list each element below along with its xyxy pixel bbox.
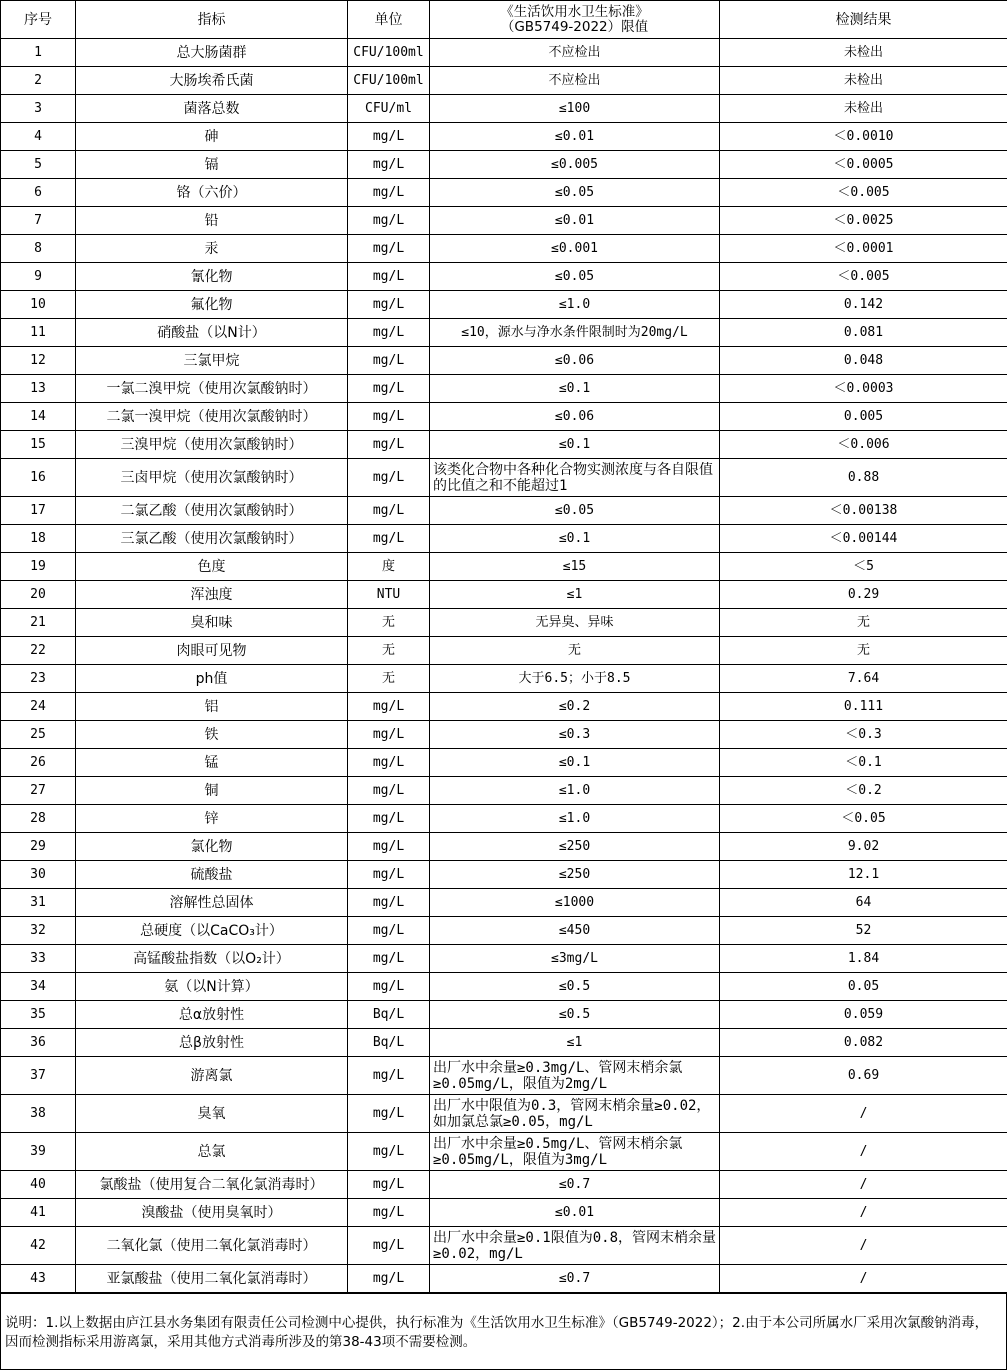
cell-limit: ≤1.0 — [430, 291, 720, 319]
cell-indicator: 三氯乙酸（使用次氯酸钠时） — [76, 525, 348, 553]
cell-indicator: 汞 — [76, 235, 348, 263]
cell-limit: ≤250 — [430, 833, 720, 861]
table-row — [1, 459, 1007, 497]
cell-unit: mg/L — [348, 1171, 430, 1199]
cell-limit: 该类化合物中各种化合物实测浓度与各自限值的比值之和不能超过1 — [430, 459, 720, 497]
cell-unit: mg/L — [348, 179, 430, 207]
cell-limit: ≤10，源水与净水条件限制时为20mg/L — [430, 319, 720, 347]
header-indicator: 指标 — [76, 1, 348, 39]
cell-result: 无 — [720, 609, 1007, 637]
cell-indicator: 三卤甲烷（使用次氯酸钠时） — [76, 459, 348, 497]
table-row — [1, 525, 1007, 553]
cell-result: / — [720, 1227, 1007, 1265]
cell-limit: ≤250 — [430, 861, 720, 889]
cell-no: 19 — [1, 553, 76, 581]
cell-limit: ≤0.1 — [430, 431, 720, 459]
cell-limit: ≤0.06 — [430, 403, 720, 431]
cell-limit: ≤1.0 — [430, 777, 720, 805]
cell-indicator: 总氯 — [76, 1133, 348, 1171]
cell-result: 12.1 — [720, 861, 1007, 889]
cell-indicator: ph值 — [76, 665, 348, 693]
cell-indicator: 氨（以N计算） — [76, 973, 348, 1001]
cell-limit: ≤1.0 — [430, 805, 720, 833]
cell-unit: mg/L — [348, 945, 430, 973]
cell-indicator: 一氯二溴甲烷（使用次氯酸钠时） — [76, 375, 348, 403]
cell-no: 21 — [1, 609, 76, 637]
table-row — [1, 609, 1007, 637]
cell-unit: 无 — [348, 665, 430, 693]
cell-no: 33 — [1, 945, 76, 973]
cell-limit: 出厂水中余量≥0.3mg/L、管网末梢余氯≥0.05mg/L，限值为2mg/L — [430, 1057, 720, 1095]
cell-limit: 大于6.5；小于8.5 — [430, 665, 720, 693]
cell-unit: mg/L — [348, 973, 430, 1001]
cell-no: 8 — [1, 235, 76, 263]
cell-unit: mg/L — [348, 1199, 430, 1227]
cell-unit: mg/L — [348, 861, 430, 889]
cell-no: 2 — [1, 67, 76, 95]
cell-limit: 出厂水中余量≥0.5mg/L、管网末梢余氯≥0.05mg/L，限值为3mg/L — [430, 1133, 720, 1171]
cell-unit: mg/L — [348, 431, 430, 459]
cell-indicator: 铝 — [76, 693, 348, 721]
cell-no: 13 — [1, 375, 76, 403]
table-row — [1, 67, 1007, 95]
cell-indicator: 二氯乙酸（使用次氯酸钠时） — [76, 497, 348, 525]
cell-result: 无 — [720, 637, 1007, 665]
cell-unit: mg/L — [348, 319, 430, 347]
cell-limit: ≤0.1 — [430, 525, 720, 553]
cell-unit: mg/L — [348, 347, 430, 375]
cell-limit: 不应检出 — [430, 67, 720, 95]
cell-result: ＜0.00138 — [720, 497, 1007, 525]
table-row — [1, 1265, 1007, 1293]
cell-limit: ≤0.01 — [430, 1199, 720, 1227]
cell-result: 0.88 — [720, 459, 1007, 497]
cell-unit: 无 — [348, 609, 430, 637]
cell-limit: ≤0.1 — [430, 375, 720, 403]
cell-no: 15 — [1, 431, 76, 459]
table-row — [1, 207, 1007, 235]
cell-no: 17 — [1, 497, 76, 525]
cell-result: 0.081 — [720, 319, 1007, 347]
cell-no: 5 — [1, 151, 76, 179]
table-row — [1, 375, 1007, 403]
cell-result: ＜0.0003 — [720, 375, 1007, 403]
cell-unit: mg/L — [348, 207, 430, 235]
cell-result: 9.02 — [720, 833, 1007, 861]
cell-unit: mg/L — [348, 1133, 430, 1171]
cell-unit: mg/L — [348, 805, 430, 833]
cell-no: 40 — [1, 1171, 76, 1199]
table-row — [1, 721, 1007, 749]
cell-indicator: 高锰酸盐指数（以O₂计） — [76, 945, 348, 973]
cell-no: 42 — [1, 1227, 76, 1265]
cell-unit: Bq/L — [348, 1001, 430, 1029]
cell-unit: mg/L — [348, 497, 430, 525]
cell-result: 0.082 — [720, 1029, 1007, 1057]
cell-unit: mg/L — [348, 1057, 430, 1095]
cell-result: 未检出 — [720, 95, 1007, 123]
cell-indicator: 游离氯 — [76, 1057, 348, 1095]
cell-result: ＜0.2 — [720, 777, 1007, 805]
table-row — [1, 1095, 1007, 1133]
table-row — [1, 861, 1007, 889]
cell-result: / — [720, 1199, 1007, 1227]
cell-no: 31 — [1, 889, 76, 917]
cell-unit: mg/L — [348, 1265, 430, 1293]
table-row — [1, 553, 1007, 581]
cell-unit: CFU/ml — [348, 95, 430, 123]
cell-unit: mg/L — [348, 525, 430, 553]
cell-indicator: 二氧化氯（使用二氧化氯消毒时） — [76, 1227, 348, 1265]
cell-indicator: 总β放射性 — [76, 1029, 348, 1057]
header-no: 序号 — [1, 1, 76, 39]
cell-no: 16 — [1, 459, 76, 497]
header-standard-line2: （GB5749-2022）限值 — [500, 18, 649, 35]
cell-no: 6 — [1, 179, 76, 207]
cell-no: 34 — [1, 973, 76, 1001]
cell-unit: CFU/100ml — [348, 39, 430, 67]
cell-limit: ≤0.05 — [430, 497, 720, 525]
cell-result: 0.05 — [720, 973, 1007, 1001]
cell-limit: 出厂水中余量≥0.1限值为0.8，管网末梢余量≥0.02，mg/L — [430, 1227, 720, 1265]
cell-limit: ≤0.05 — [430, 179, 720, 207]
table-row — [1, 889, 1007, 917]
cell-indicator: 总α放射性 — [76, 1001, 348, 1029]
table-row — [1, 1227, 1007, 1265]
cell-result: 0.142 — [720, 291, 1007, 319]
cell-unit: 度 — [348, 553, 430, 581]
cell-unit: mg/L — [348, 123, 430, 151]
cell-indicator: 镉 — [76, 151, 348, 179]
cell-unit: mg/L — [348, 263, 430, 291]
cell-indicator: 色度 — [76, 553, 348, 581]
cell-result: ＜0.0005 — [720, 151, 1007, 179]
cell-unit: Bq/L — [348, 1029, 430, 1057]
cell-result: / — [720, 1171, 1007, 1199]
cell-result: 0.29 — [720, 581, 1007, 609]
cell-no: 14 — [1, 403, 76, 431]
cell-result: ＜0.0025 — [720, 207, 1007, 235]
cell-limit: ≤0.1 — [430, 749, 720, 777]
cell-indicator: 臭和味 — [76, 609, 348, 637]
cell-indicator: 铁 — [76, 721, 348, 749]
table-row — [1, 263, 1007, 291]
cell-unit: mg/L — [348, 291, 430, 319]
table-body — [1, 39, 1007, 1293]
cell-result: 64 — [720, 889, 1007, 917]
table-row — [1, 833, 1007, 861]
cell-indicator: 锌 — [76, 805, 348, 833]
cell-indicator: 菌落总数 — [76, 95, 348, 123]
header-unit: 单位 — [348, 1, 430, 39]
cell-no: 37 — [1, 1057, 76, 1095]
table-row — [1, 1001, 1007, 1029]
cell-unit: mg/L — [348, 777, 430, 805]
cell-no: 32 — [1, 917, 76, 945]
cell-indicator: 三氯甲烷 — [76, 347, 348, 375]
cell-indicator: 铬（六价） — [76, 179, 348, 207]
cell-no: 25 — [1, 721, 76, 749]
cell-limit: ≤1 — [430, 581, 720, 609]
cell-limit: ≤15 — [430, 553, 720, 581]
cell-result: 7.64 — [720, 665, 1007, 693]
cell-unit: mg/L — [348, 721, 430, 749]
cell-result: / — [720, 1265, 1007, 1293]
table-row — [1, 637, 1007, 665]
cell-no: 23 — [1, 665, 76, 693]
table-row — [1, 403, 1007, 431]
cell-no: 29 — [1, 833, 76, 861]
cell-limit: ≤1 — [430, 1029, 720, 1057]
cell-indicator: 浑浊度 — [76, 581, 348, 609]
table-row — [1, 291, 1007, 319]
cell-result: 未检出 — [720, 67, 1007, 95]
footnote: 说明：1.以上数据由庐江县水务集团有限责任公司检测中心提供，执行标准为《生活饮用水卫生标准》（GB5749-2022）；2.由于本公司所属水厂采用次氯酸钠消毒，因而检测指标采用游离氯，采用其他方式消毒所涉及的第38-43项不需要检测。 — [0, 1292, 1007, 1370]
cell-limit: ≤3mg/L — [430, 945, 720, 973]
cell-indicator: 肉眼可见物 — [76, 637, 348, 665]
cell-result: 0.059 — [720, 1001, 1007, 1029]
cell-limit: ≤0.5 — [430, 1001, 720, 1029]
cell-result: 52 — [720, 917, 1007, 945]
table-row — [1, 581, 1007, 609]
cell-unit: mg/L — [348, 1227, 430, 1265]
table-row — [1, 973, 1007, 1001]
cell-indicator: 总大肠菌群 — [76, 39, 348, 67]
table-row — [1, 665, 1007, 693]
header-result: 检测结果 — [720, 1, 1007, 39]
cell-result: 0.69 — [720, 1057, 1007, 1095]
cell-no: 41 — [1, 1199, 76, 1227]
cell-no: 27 — [1, 777, 76, 805]
cell-limit: ≤0.5 — [430, 973, 720, 1001]
cell-limit: ≤0.7 — [430, 1265, 720, 1293]
cell-unit: mg/L — [348, 375, 430, 403]
cell-result: 0.005 — [720, 403, 1007, 431]
cell-indicator: 总硬度（以CaCO₃计） — [76, 917, 348, 945]
cell-unit: mg/L — [348, 917, 430, 945]
cell-no: 7 — [1, 207, 76, 235]
cell-indicator: 臭氧 — [76, 1095, 348, 1133]
cell-limit: ≤0.01 — [430, 207, 720, 235]
cell-indicator: 三溴甲烷（使用次氯酸钠时） — [76, 431, 348, 459]
cell-limit: ≤0.01 — [430, 123, 720, 151]
cell-no: 10 — [1, 291, 76, 319]
cell-no: 12 — [1, 347, 76, 375]
table-row — [1, 39, 1007, 67]
cell-no: 36 — [1, 1029, 76, 1057]
cell-no: 3 — [1, 95, 76, 123]
cell-indicator: 氟化物 — [76, 291, 348, 319]
cell-limit: ≤0.001 — [430, 235, 720, 263]
cell-result: ＜0.05 — [720, 805, 1007, 833]
header-row — [1, 1, 1007, 39]
cell-limit: ≤0.3 — [430, 721, 720, 749]
cell-no: 38 — [1, 1095, 76, 1133]
cell-unit: mg/L — [348, 1095, 430, 1133]
table-row — [1, 693, 1007, 721]
table-row — [1, 235, 1007, 263]
cell-no: 35 — [1, 1001, 76, 1029]
cell-result: / — [720, 1095, 1007, 1133]
cell-no: 39 — [1, 1133, 76, 1171]
header-standard — [430, 1, 720, 39]
cell-no: 11 — [1, 319, 76, 347]
cell-result: 1.84 — [720, 945, 1007, 973]
cell-unit: CFU/100ml — [348, 67, 430, 95]
table-row — [1, 1199, 1007, 1227]
cell-result: 未检出 — [720, 39, 1007, 67]
cell-limit: ≤0.05 — [430, 263, 720, 291]
cell-limit: 无异臭、异味 — [430, 609, 720, 637]
cell-unit: NTU — [348, 581, 430, 609]
cell-result: ＜0.1 — [720, 749, 1007, 777]
table-row — [1, 95, 1007, 123]
table-row — [1, 347, 1007, 375]
cell-limit: ≤0.7 — [430, 1171, 720, 1199]
cell-result: ＜0.005 — [720, 263, 1007, 291]
cell-no: 4 — [1, 123, 76, 151]
header-standard-line1: 《生活饮用水卫生标准》 — [500, 3, 649, 20]
cell-result: 0.048 — [720, 347, 1007, 375]
cell-limit: ≤450 — [430, 917, 720, 945]
table-row — [1, 497, 1007, 525]
cell-limit: ≤100 — [430, 95, 720, 123]
cell-limit: 无 — [430, 637, 720, 665]
cell-unit: mg/L — [348, 833, 430, 861]
cell-no: 26 — [1, 749, 76, 777]
cell-no: 28 — [1, 805, 76, 833]
cell-unit: mg/L — [348, 749, 430, 777]
table-row — [1, 431, 1007, 459]
cell-indicator: 氯酸盐（使用复合二氧化氯消毒时） — [76, 1171, 348, 1199]
table-row — [1, 1133, 1007, 1171]
cell-result: ＜0.005 — [720, 179, 1007, 207]
table-row — [1, 1057, 1007, 1095]
cell-no: 1 — [1, 39, 76, 67]
table-row — [1, 945, 1007, 973]
table-row — [1, 123, 1007, 151]
cell-limit: ≤0.005 — [430, 151, 720, 179]
cell-no: 24 — [1, 693, 76, 721]
cell-unit: mg/L — [348, 459, 430, 497]
cell-no: 22 — [1, 637, 76, 665]
cell-indicator: 亚氯酸盐（使用二氧化氯消毒时） — [76, 1265, 348, 1293]
cell-indicator: 锰 — [76, 749, 348, 777]
cell-unit: mg/L — [348, 235, 430, 263]
cell-no: 30 — [1, 861, 76, 889]
cell-limit: ≤0.06 — [430, 347, 720, 375]
cell-result: ＜0.006 — [720, 431, 1007, 459]
cell-limit: 出厂水中限值为0.3，管网末梢余量≥0.02，如加氯总氯≥0.05，mg/L — [430, 1095, 720, 1133]
cell-no: 20 — [1, 581, 76, 609]
cell-limit: 不应检出 — [430, 39, 720, 67]
table-row — [1, 777, 1007, 805]
cell-result: ＜5 — [720, 553, 1007, 581]
cell-indicator: 溶解性总固体 — [76, 889, 348, 917]
cell-no: 18 — [1, 525, 76, 553]
cell-indicator: 大肠埃希氏菌 — [76, 67, 348, 95]
cell-unit: mg/L — [348, 403, 430, 431]
table-row — [1, 1171, 1007, 1199]
cell-indicator: 砷 — [76, 123, 348, 151]
table-row — [1, 917, 1007, 945]
cell-indicator: 溴酸盐（使用臭氧时） — [76, 1199, 348, 1227]
cell-indicator: 氯化物 — [76, 833, 348, 861]
cell-no: 43 — [1, 1265, 76, 1293]
cell-result: ＜0.3 — [720, 721, 1007, 749]
cell-limit: ≤1000 — [430, 889, 720, 917]
cell-result: ＜0.00144 — [720, 525, 1007, 553]
cell-result: ＜0.0010 — [720, 123, 1007, 151]
cell-indicator: 硫酸盐 — [76, 861, 348, 889]
cell-result: / — [720, 1133, 1007, 1171]
cell-limit: ≤0.2 — [430, 693, 720, 721]
table-row — [1, 319, 1007, 347]
cell-indicator: 氰化物 — [76, 263, 348, 291]
table-row — [1, 749, 1007, 777]
cell-indicator: 硝酸盐（以N计） — [76, 319, 348, 347]
cell-unit: mg/L — [348, 151, 430, 179]
table-row — [1, 179, 1007, 207]
cell-unit: mg/L — [348, 889, 430, 917]
cell-unit: mg/L — [348, 693, 430, 721]
cell-unit: 无 — [348, 637, 430, 665]
cell-result: 0.111 — [720, 693, 1007, 721]
table-row — [1, 805, 1007, 833]
table-row — [1, 151, 1007, 179]
cell-indicator: 铜 — [76, 777, 348, 805]
cell-indicator: 二氯一溴甲烷（使用次氯酸钠时） — [76, 403, 348, 431]
cell-indicator: 铅 — [76, 207, 348, 235]
table-row — [1, 1029, 1007, 1057]
cell-result: ＜0.0001 — [720, 235, 1007, 263]
cell-no: 9 — [1, 263, 76, 291]
